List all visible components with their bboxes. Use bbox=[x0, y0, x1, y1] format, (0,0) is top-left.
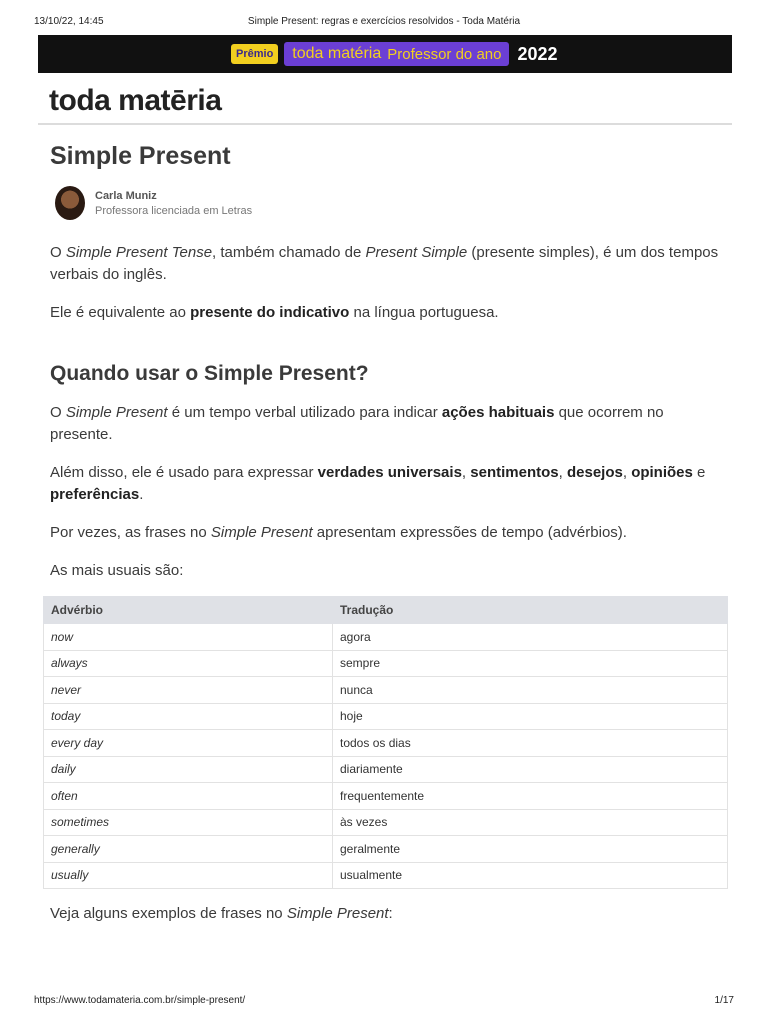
translation-cell: frequentemente bbox=[333, 783, 728, 810]
translation-cell: usualmente bbox=[333, 862, 728, 889]
adverb-cell: generally bbox=[44, 836, 333, 863]
table-row bbox=[44, 703, 728, 730]
column-header-adverb: Advérbio bbox=[44, 597, 333, 624]
adverb-cell: every day bbox=[44, 730, 333, 757]
header-divider bbox=[38, 123, 732, 125]
article-title: Simple Present bbox=[50, 142, 231, 170]
adverb-cell: now bbox=[44, 624, 333, 651]
section-heading: Quando usar o Simple Present? bbox=[50, 362, 369, 385]
adverbs-table bbox=[43, 596, 728, 889]
site-logo[interactable]: toda matēria bbox=[49, 84, 222, 117]
paragraph-expressions: Além disso, ele é usado para expressar verdades universais, sentimentos, desejos, opiniões e preferências. bbox=[50, 464, 706, 503]
adverb-cell: never bbox=[44, 677, 333, 704]
banner-subtitle: Professor do ano bbox=[387, 45, 502, 63]
adverb-cell: often bbox=[44, 783, 333, 810]
print-datetime: 13/10/22, 14:45 bbox=[34, 16, 104, 27]
author-name[interactable]: Carla Muniz bbox=[95, 189, 157, 202]
translation-cell: diariamente bbox=[333, 756, 728, 783]
translation-cell: sempre bbox=[333, 650, 728, 677]
print-header bbox=[34, 16, 734, 30]
table-row bbox=[44, 862, 728, 889]
table-row bbox=[44, 650, 728, 677]
paragraph-intro: O Simple Present Tense, também chamado de Present Simple (presente simples), é um dos tempos verbais do inglês. bbox=[50, 244, 719, 283]
translation-cell: nunca bbox=[333, 677, 728, 704]
print-footer bbox=[34, 995, 734, 1007]
table-row bbox=[44, 677, 728, 704]
translation-cell: geralmente bbox=[333, 836, 728, 863]
banner-brand: toda matéria bbox=[292, 45, 382, 62]
adverb-cell: always bbox=[44, 650, 333, 677]
print-page-title: Simple Present: regras e exercícios resolvidos - Toda Matéria bbox=[247, 16, 521, 27]
table-row bbox=[44, 836, 728, 863]
table-row bbox=[44, 783, 728, 810]
award-banner[interactable] bbox=[38, 35, 732, 73]
banner-brand-badge bbox=[284, 42, 509, 66]
adverb-cell: daily bbox=[44, 756, 333, 783]
author-role: Professora licenciada em Letras bbox=[95, 204, 253, 217]
paragraph-equivalent: Ele é equivalente ao presente do indicativo na língua portuguesa. bbox=[50, 304, 499, 321]
paragraph-adverbs: Por vezes, as frases no Simple Present apresentam expressões de tempo (advérbios). bbox=[50, 524, 627, 541]
translation-cell: agora bbox=[333, 624, 728, 651]
banner-year: 2022 bbox=[517, 43, 558, 64]
adverb-cell: today bbox=[44, 703, 333, 730]
translation-cell: hoje bbox=[333, 703, 728, 730]
table-header-row bbox=[44, 597, 728, 624]
author-block[interactable] bbox=[55, 186, 252, 220]
paragraph-usage: O Simple Present é um tempo verbal utilizado para indicar ações habituais que ocorrem no presente. bbox=[50, 404, 664, 443]
adverb-cell: sometimes bbox=[44, 809, 333, 836]
column-header-translation: Tradução bbox=[333, 597, 728, 624]
translation-cell: todos os dias bbox=[333, 730, 728, 757]
table-row bbox=[44, 756, 728, 783]
author-avatar[interactable] bbox=[55, 186, 85, 220]
page-url: https://www.todamateria.com.br/simple-present/ bbox=[34, 995, 246, 1006]
table-row bbox=[44, 809, 728, 836]
banner-premio-badge: Prêmio bbox=[231, 44, 278, 64]
adverb-cell: usually bbox=[44, 862, 333, 889]
page-number: 1/17 bbox=[714, 995, 734, 1006]
paragraph-examples: Veja alguns exemplos de frases no Simple Present: bbox=[50, 905, 393, 922]
table-row bbox=[44, 730, 728, 757]
translation-cell: às vezes bbox=[333, 809, 728, 836]
table-row bbox=[44, 624, 728, 651]
paragraph-most-usual: As mais usuais são: bbox=[50, 562, 184, 579]
